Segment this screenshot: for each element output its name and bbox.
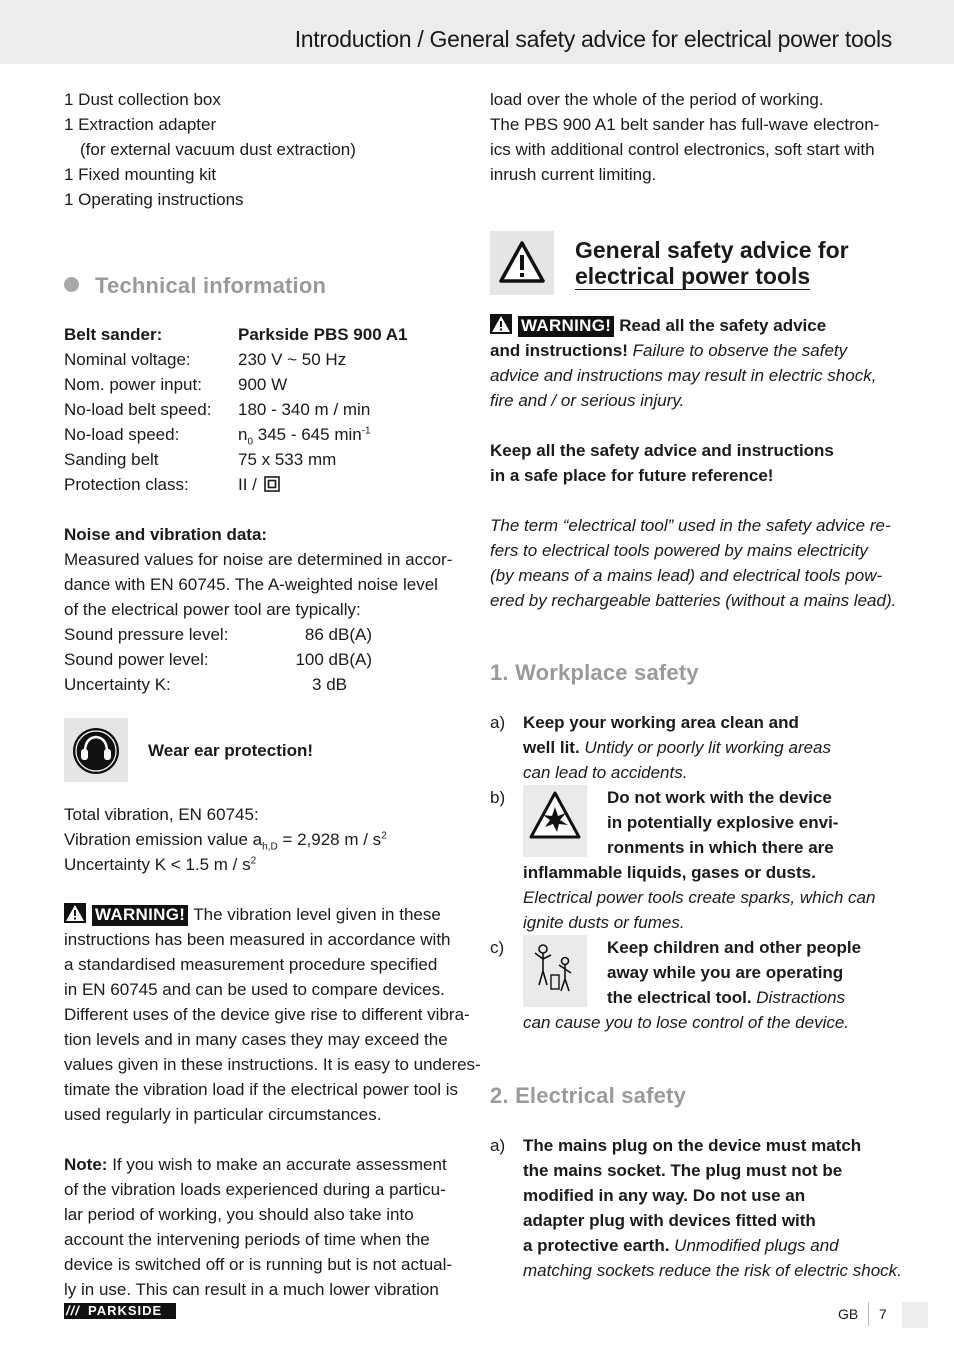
paragraph-line: fers to electrical tools powered by mains electricity	[490, 541, 868, 560]
note-label: Note:	[64, 1155, 108, 1174]
noise-heading: Noise and vibration data:	[64, 525, 268, 544]
spec-key: Sanding belt	[64, 450, 159, 469]
right-column	[490, 87, 902, 1283]
warning-label: WARNING!	[92, 905, 188, 926]
protection-class-ii-icon	[264, 476, 280, 492]
safety-heading-line: electrical power tools	[575, 263, 811, 289]
noise-key: Uncertainty K:	[64, 675, 171, 694]
paragraph-line: (by means of a mains lead) and electrical tools pow-	[490, 566, 883, 585]
spec-value: 75 x 533 mm	[238, 450, 337, 469]
paragraph-line: lar period of working, you should also take into	[64, 1205, 414, 1224]
spec-key: Nom. power input:	[64, 375, 202, 394]
list-item: (for external vacuum dust extraction)	[80, 140, 356, 159]
safety-heading-line: General safety advice for	[575, 237, 849, 263]
paragraph-line: dance with EN 60745. The A-weighted noise level	[64, 575, 438, 594]
spec-key: No-load speed:	[64, 425, 180, 444]
noise-value: 86 dB(A)	[304, 625, 372, 644]
paragraph-line: values given in these instructions. It is easy to underes-	[64, 1055, 481, 1074]
paragraph-line: The PBS 900 A1 belt sander has full-wave electron-	[490, 115, 880, 134]
safety-warning: WARNING! Read all the safety advice and instructions! Failure to observe the safety advice and instructions may result in electric shock, fire and / or serious injury.	[490, 313, 890, 413]
table-row	[64, 672, 372, 697]
spec-value: 900 W	[238, 375, 288, 394]
explosion-warning-icon	[523, 785, 587, 857]
page-title: Introduction / General safety advice for electrical power tools	[294, 26, 892, 52]
paragraph-line: a standardised measurement procedure specified	[64, 955, 438, 974]
paragraph-line: in EN 60745 and can be used to compare devices.	[64, 980, 445, 999]
scope-of-delivery-list	[64, 87, 464, 212]
table-row	[64, 647, 372, 672]
vibration-line: Uncertainty K < 1.5 m / $s^2$	[64, 855, 257, 874]
paragraph-line: ered by rechargeable batteries (without a mains lead).	[490, 591, 897, 610]
language-code: GB	[838, 1306, 859, 1322]
table-row	[64, 422, 407, 447]
paragraph-line: used regularly in particular circumstances.	[64, 1105, 382, 1124]
warning-label: WARNING!	[518, 316, 614, 337]
list-item: 1 Dust collection box	[64, 90, 221, 109]
page-header	[0, 0, 954, 64]
list-item: a) The mains plug on the device must match the mains socket. The plug must not be modified in any way. Do not use an adapter plug with devices fitted with a protective earth. Unmodified plugs and matching sockets reduce the risk of electric shock.	[490, 1136, 902, 1280]
spec-key: Protection class:	[64, 475, 189, 494]
paragraph-line: tion levels and in many cases they may exceed the	[64, 1030, 448, 1049]
warning-triangle-icon	[490, 314, 512, 334]
table-row	[64, 347, 407, 372]
page-number: 7	[879, 1306, 887, 1322]
spec-value: 180 - 340 m / min	[238, 400, 371, 419]
paragraph-line: Different uses of the device give rise to different vibra-	[64, 1005, 470, 1024]
paragraph-line: Measured values for noise are determined in accor-	[64, 550, 453, 569]
spec-key: Belt sander:	[64, 325, 163, 344]
spec-key: Nominal voltage:	[64, 350, 191, 369]
table-row	[64, 622, 372, 647]
paragraph-line: ly in use. This can result in a much lower vibration	[64, 1280, 439, 1299]
list-item: 1 Operating instructions	[64, 190, 244, 209]
vibration-line: Vibration emission value $a_{h,D} = 2,928$ m / $s^2$	[64, 830, 387, 853]
paragraph-line: instructions has been measured in accordance with	[64, 930, 451, 949]
paragraph-line: inrush current limiting.	[490, 165, 657, 184]
technical-information-heading: Technical information	[64, 273, 464, 298]
table-row	[64, 372, 407, 397]
paragraph-line: fire and / or serious injury.	[490, 391, 685, 410]
ear-protection-notice	[64, 717, 464, 783]
ear-protection-label: Wear ear protection!	[148, 740, 314, 760]
keep-children-away-icon	[523, 935, 587, 1007]
spec-value: 230 V ~ 50 Hz	[238, 350, 347, 369]
list-item: c) Keep children and other people away while you are operating the electrical tool. Distractions can cause you to lose control of the device.	[490, 935, 890, 1035]
safety-advice-heading	[490, 231, 890, 297]
spec-value: Parkside PBS 900 A1	[238, 325, 408, 344]
left-column	[64, 87, 481, 1302]
paragraph-line: device is switched off or is running but is not actual-	[64, 1255, 453, 1274]
paragraph-line: account the intervening periods of time when the	[64, 1230, 430, 1249]
parkside-logo: /// PARKSIDE	[64, 1303, 176, 1319]
keep-advice-line: in a safe place for future reference!	[490, 466, 774, 485]
spec-key: No-load belt speed:	[64, 400, 212, 419]
paragraph-line: advice and instructions may result in electric shock,	[490, 366, 877, 385]
paragraph-line: The term “electrical tool” used in the safety advice re-	[490, 516, 891, 535]
paragraph-line: ics with additional control electronics, soft start with	[490, 140, 875, 159]
spec-value: $n_0$ 345 - 645 $\min^{-1}$	[238, 425, 371, 448]
paragraph-line: of the electrical power tool are typically:	[64, 600, 361, 619]
table-row	[64, 322, 407, 347]
ear-protection-icon	[64, 718, 128, 782]
note-block: Note: If you wish to make an accurate assessment of the vibration loads experienced during a particu- lar period of working, you should also take into account the intervening periods of time when the device is switched off or is running but is not actual- ly in use. This can result in a much lower vibration	[64, 1152, 464, 1302]
noise-table	[64, 622, 372, 697]
vibration-line: Total vibration, EN 60745:	[64, 805, 259, 824]
spec-value: II /	[238, 472, 407, 497]
list-item: b) Do not work with the device in potentially explosive envi- ronments in which there are inflammable liquids, gases or dusts. Electrical power tools create sparks, which can ignite dusts or fumes.	[490, 785, 890, 935]
noise-value: 3 dB	[312, 675, 347, 694]
paragraph-line: load over the whole of the period of working.	[490, 90, 824, 109]
bullet-dot-icon	[64, 277, 79, 292]
noise-value: 100 dB(A)	[295, 650, 372, 669]
divider	[868, 1302, 869, 1326]
table-row	[64, 397, 407, 422]
warning-triangle-icon	[64, 903, 86, 923]
list-item: 1 Fixed mounting kit	[64, 165, 217, 184]
paragraph-line: of the vibration loads experienced during a particu-	[64, 1180, 446, 1199]
list-item: 1 Extraction adapter	[64, 115, 217, 134]
workplace-safety-heading: 1. Workplace safety	[490, 660, 699, 685]
noise-key: Sound power level:	[64, 650, 209, 669]
electrical-safety-heading: 2. Electrical safety	[490, 1083, 687, 1108]
warning-triangle-icon	[490, 231, 554, 295]
keep-advice-line: Keep all the safety advice and instructions	[490, 441, 834, 460]
list-item: a) Keep your working area clean and well lit. Untidy or poorly lit working areas can lead to accidents.	[490, 713, 832, 782]
noise-key: Sound pressure level:	[64, 625, 229, 644]
table-row	[64, 472, 407, 497]
vibration-warning: WARNING! The vibration level given in these instructions has been measured in accordance with a standardised measurement procedure specified in EN 60745 and can be used to compare devices. Different uses of the device give rise to different vibra- tion levels and in many cases they may exceed the values given in these instructions. It is easy to underes- timate the vibration load if the electrical power tool is used regularly in particular circumstances.	[64, 902, 464, 1127]
table-row	[64, 447, 407, 472]
spec-table	[64, 322, 407, 497]
page-tab	[902, 1302, 928, 1328]
paragraph-line: timate the vibration load if the electrical power tool is	[64, 1080, 459, 1099]
